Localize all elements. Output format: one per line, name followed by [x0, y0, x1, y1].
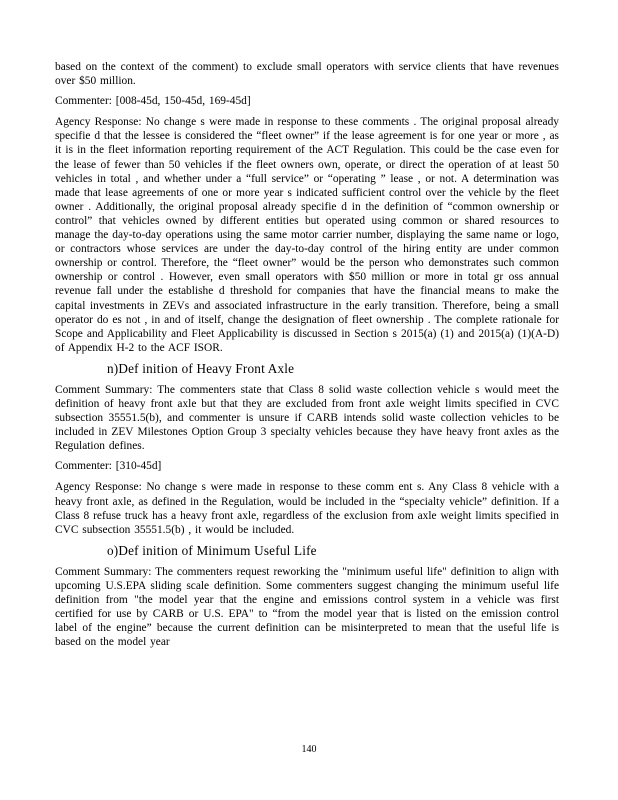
comment-summary-paragraph: Comment Summary: The commenters request reworking the "minimum useful life" definition to align with upcoming U.S.EPA sliding scale definition. Some commenters suggest changing the minimum useful life definition from "the model year that the engine and emissions control system in a vehicle was first certified for use by CARB or U.S. EPA" to “from the model year that is listed on the emission control label of the engine” because the current definition can be misinterpreted to mean that the useful life is based on the model year: [55, 565, 559, 649]
section-heading-heavy-front-axle: n)Def inition of Heavy Front Axle: [107, 360, 295, 376]
document-body: [55, 60, 559, 655]
paragraph-intro-continuation: based on the context of the comment) to exclude small operators with service clients that have revenues over $50 million.: [55, 61, 559, 88]
agency-response-paragraph: Agency Response: No change s were made in response to these comments . The original proposal already specifie d that the lessee is considered the “fleet owner” if the lease agreement is for one year or more , as it is in the fleet information reporting requirement of the ACT Regulation. This could be the case even for the lease of fewer than 50 vehicles if the fleet owners own, operate, or direct the operation of at least 50 vehicles in total , and whether under a “full service” or “operating ” lease , or not. A determination was made that lease agreements of one or more year s indicated sufficient control over the vehicle by the fleet owner . Additionally, the original proposal already specifie d in the definition of “common ownership or control” that vehicles owned by different entities but operated using common or shared resources to manage the day-to-day operations using the same motor carrier number, displaying the same name or logo, or contractors whose services are under the day-to-day control of the hiring entity are under common ownership or control. Therefore, the “fleet owner” would be the person who demonstrates such common ownership or control . However, even small operators with $50 million or more in total gr oss annual revenue fall under the establishe d threshold for companies that have the financial means to make the capital investments in ZEVs and associated infrastructure in the early transition. Therefore, being a small operator do es not , in and of itself, change the designation of fleet ownership . The complete rationale for Scope and Applicability and Fleet Applicability is discussed in Section s 2015(a) (1) and 2015(a) (1)(A-D) of Appendix H-2 to the ACF ISOR.: [55, 116, 559, 354]
comment-summary-paragraph: Comment Summary: The commenters state that Class 8 solid waste collection vehicle s would meet the definition of heavy front axle but that they are excluded from front axle weight limits specified in CVC subsection 35551.5(b), and commenter is unsure if CARB intends solid waste collection vehicles to be included in ZEV Milestones Option Group 3 specialty vehicles because they have heavy front axles as the Regulation defines.: [55, 383, 559, 453]
page-number: 140: [301, 744, 317, 755]
commenter-line: Commenter: [310-45d]: [55, 460, 162, 473]
section-heading-minimum-useful-life: o)Def inition of Minimum Useful Life: [107, 542, 317, 558]
agency-response-paragraph: Agency Response: No change s were made in response to these comm ent s. Any Class 8 vehicle with a heavy front axle, as defined in the Regulation, would be included in the “specialty vehicle” definition. If a Class 8 refuse truck has a heavy front axle, regardless of the exclusion from axle weight limits specified in CVC subsection 35551.5(b) , it would be included.: [55, 481, 559, 536]
commenter-line: Commenter: [008-45d, 150-45d, 169-45d]: [55, 95, 251, 108]
